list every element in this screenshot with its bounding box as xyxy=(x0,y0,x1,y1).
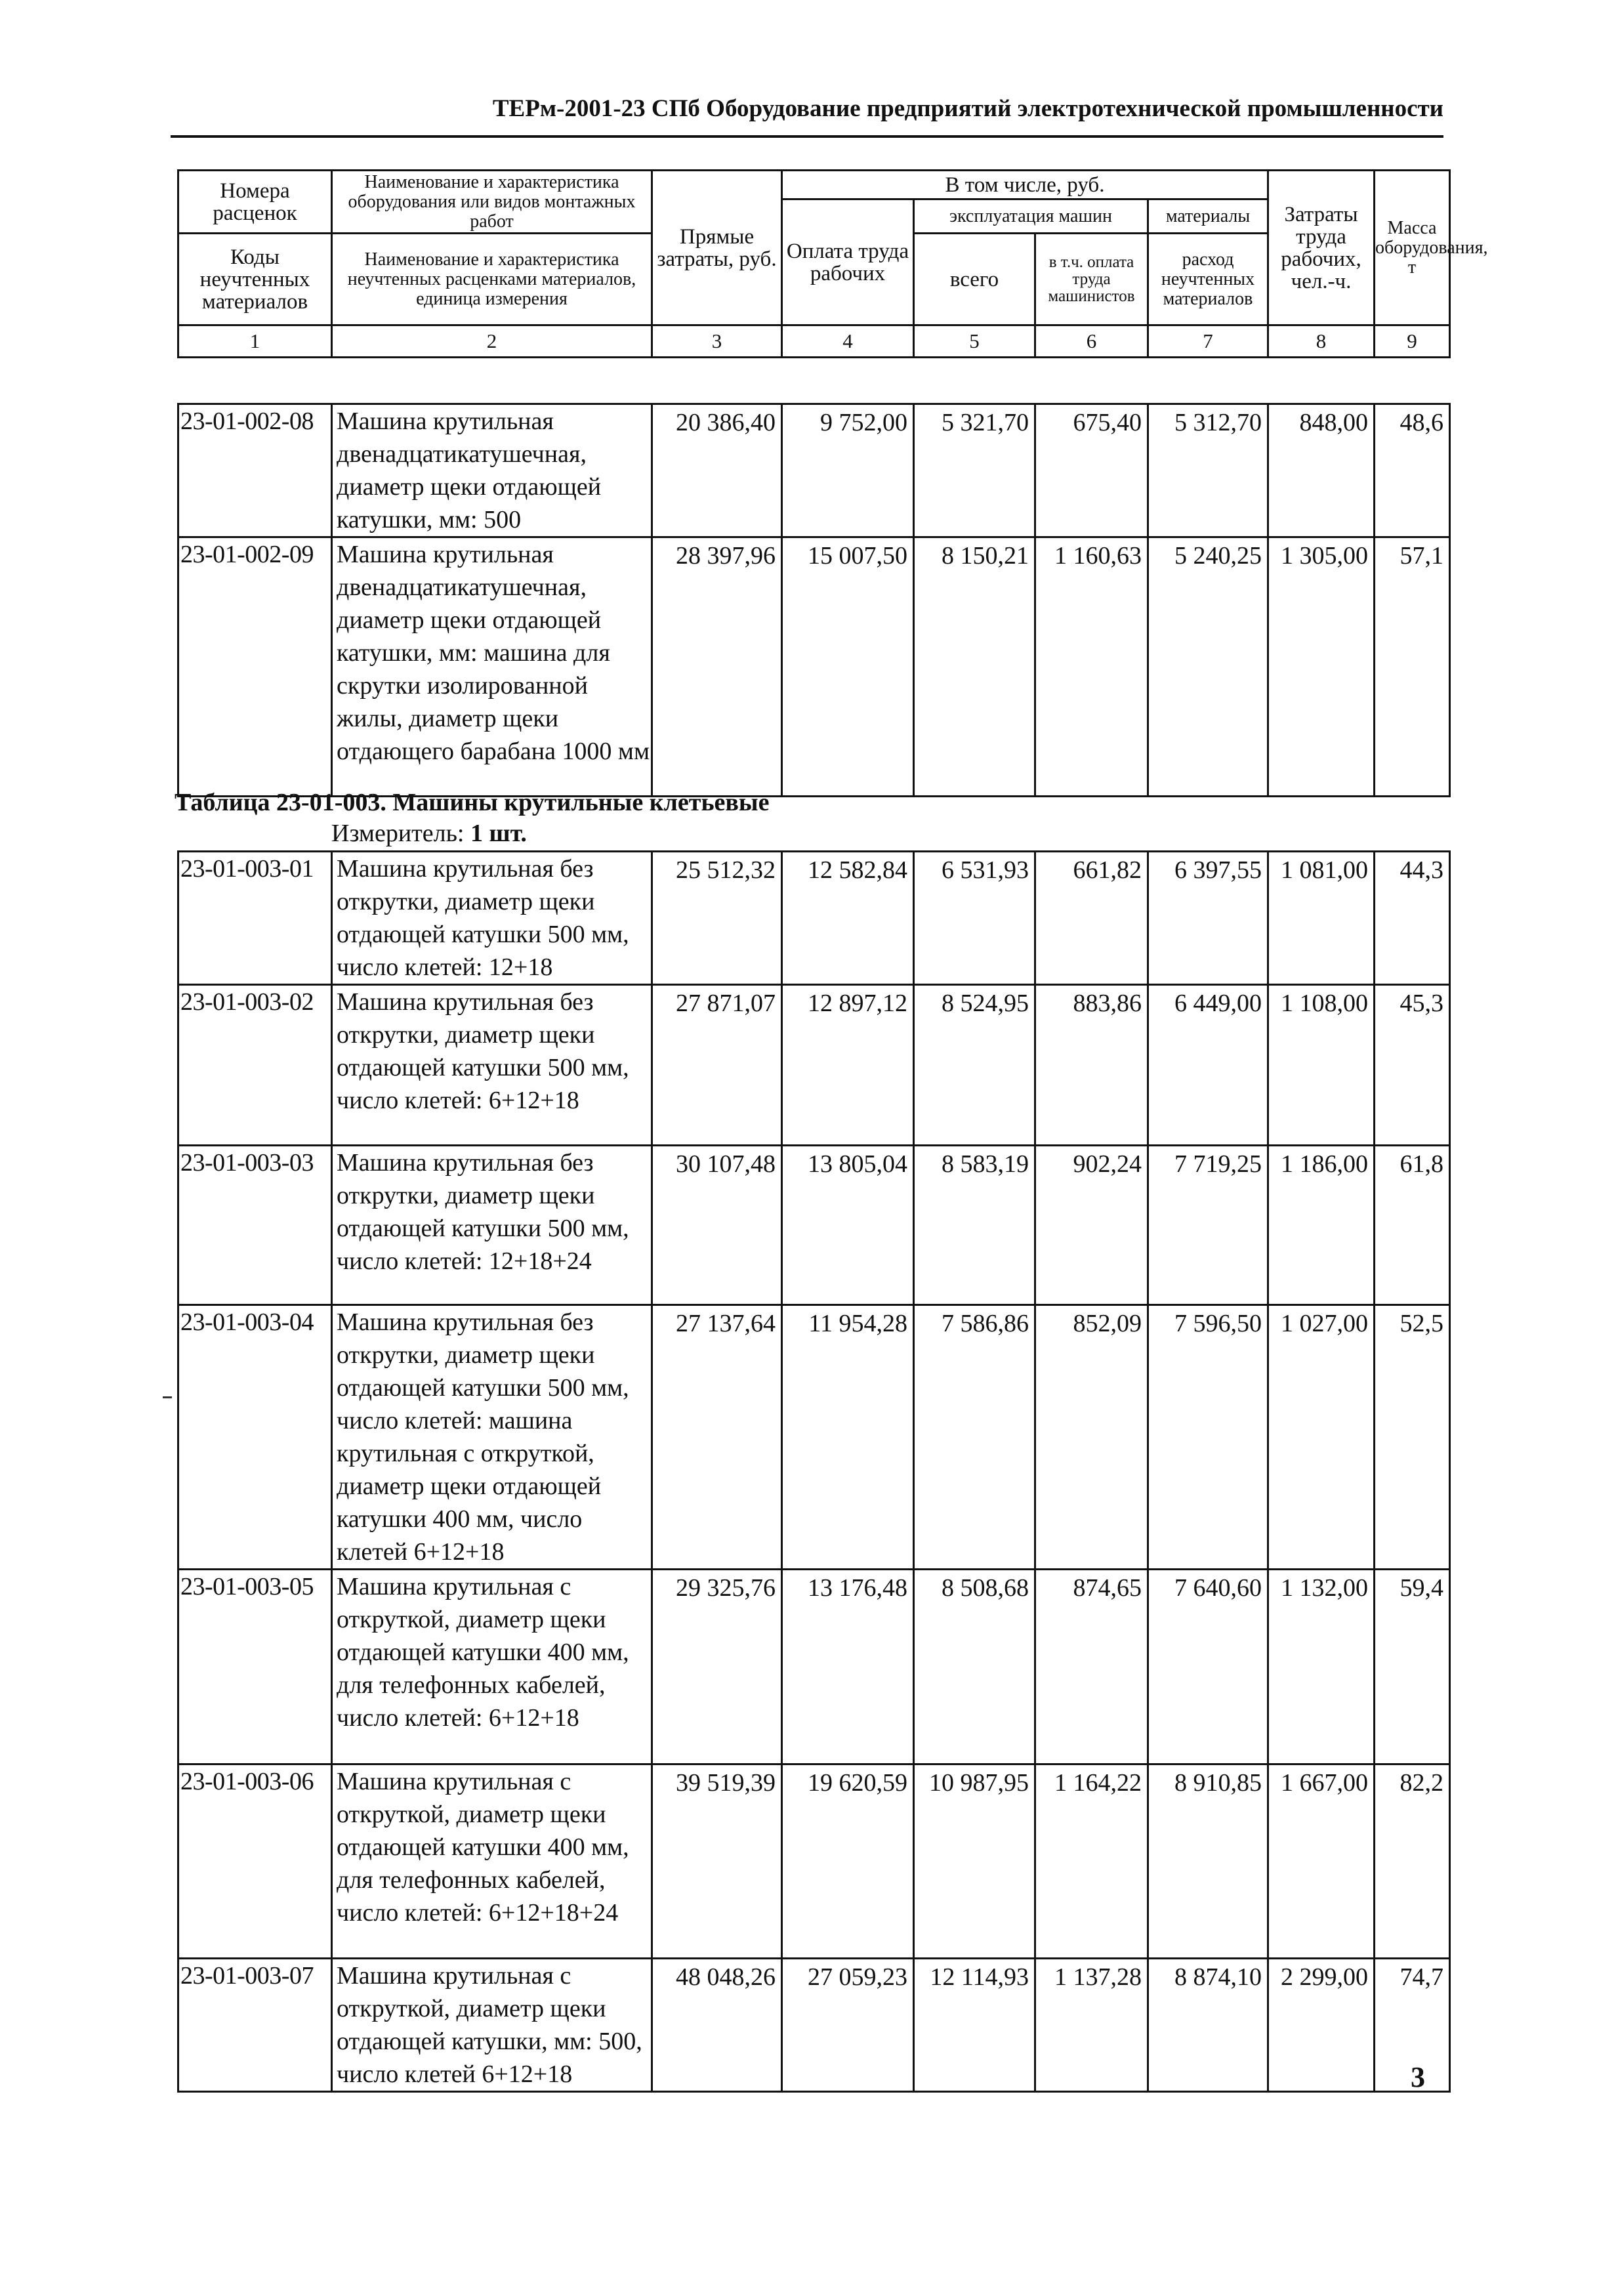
machine-total: 7 586,86 xyxy=(914,1305,1035,1570)
labor-hours: 1 305,00 xyxy=(1268,537,1375,797)
labor-hours: 1 132,00 xyxy=(1268,1570,1375,1764)
rate-code: 23-01-003-05 xyxy=(178,1570,332,1764)
rate-code: 23-01-002-09 xyxy=(178,537,332,797)
labor-pay: 15 007,50 xyxy=(782,537,914,797)
machine-total: 12 114,93 xyxy=(914,1959,1035,2092)
header-rate-numbers: Номера расценок xyxy=(178,171,332,234)
header-material-name: Наименование и характеристика неучтенных расценками материалов, единица измерения xyxy=(332,234,652,325)
materials-cost: 7 596,50 xyxy=(1148,1305,1268,1570)
labor-hours: 1 108,00 xyxy=(1268,985,1375,1146)
header-machine-operation: эксплуатация машин xyxy=(914,199,1148,234)
labor-pay: 12 897,12 xyxy=(782,985,914,1146)
direct-costs: 30 107,48 xyxy=(652,1146,782,1305)
equipment-mass: 57,1 xyxy=(1375,537,1450,797)
header-machine-total: всего xyxy=(914,234,1035,325)
operator-pay: 874,65 xyxy=(1035,1570,1148,1764)
labor-pay: 19 620,59 xyxy=(782,1764,914,1959)
rate-code: 23-01-003-06 xyxy=(178,1764,332,1959)
labor-pay: 13 176,48 xyxy=(782,1570,914,1764)
machine-total: 10 987,95 xyxy=(914,1764,1035,1959)
labor-pay: 9 752,00 xyxy=(782,404,914,537)
rate-code: 23-01-003-03 xyxy=(178,1146,332,1305)
equipment-mass: 44,3 xyxy=(1375,852,1450,985)
header-code-unaccounted: Коды неучтенных материалов xyxy=(178,234,332,325)
labor-hours: 848,00 xyxy=(1268,404,1375,537)
operator-pay: 902,24 xyxy=(1035,1146,1148,1305)
direct-costs: 27 871,07 xyxy=(652,985,782,1146)
equipment-mass: 48,6 xyxy=(1375,404,1450,537)
materials-cost: 5 240,25 xyxy=(1148,537,1268,797)
operator-pay: 1 164,22 xyxy=(1035,1764,1148,1959)
header-materials: материалы xyxy=(1148,199,1268,234)
direct-costs: 27 137,64 xyxy=(652,1305,782,1570)
running-header: ТЕРм-2001-23 СПб Оборудование предприятий электротехнической промышленности xyxy=(171,92,1443,138)
header-labor-costs: Затраты труда рабочих, чел.-ч. xyxy=(1268,171,1375,325)
labor-hours: 2 299,00 xyxy=(1268,1959,1375,2092)
header-equipment-mass: Масса оборудования, т xyxy=(1375,171,1450,325)
header-including: В том числе, руб. xyxy=(782,171,1268,199)
column-number: 6 xyxy=(1035,325,1148,358)
header-direct-costs: Прямые затраты, руб. xyxy=(652,171,782,325)
direct-costs: 29 325,76 xyxy=(652,1570,782,1764)
materials-cost: 6 397,55 xyxy=(1148,852,1268,985)
scan-mark xyxy=(163,1396,172,1398)
column-number: 7 xyxy=(1148,325,1268,358)
labor-hours: 1 081,00 xyxy=(1268,852,1375,985)
equipment-mass: 45,3 xyxy=(1375,985,1450,1146)
unit-value: 1 шт. xyxy=(470,820,527,847)
rate-code: 23-01-002-08 xyxy=(178,404,332,537)
column-number: 9 xyxy=(1375,325,1450,358)
rate-name: Машина крутильная без открутки, диаметр щеки отдающей катушки 500 мм, число клетей: машина крутильная с откруткой, диаметр щеки отдающей катушки 400 мм, число клетей 6+12+18 xyxy=(332,1305,652,1570)
direct-costs: 20 386,40 xyxy=(652,404,782,537)
labor-hours: 1 667,00 xyxy=(1268,1764,1375,1959)
column-number: 5 xyxy=(914,325,1035,358)
materials-cost: 5 312,70 xyxy=(1148,404,1268,537)
header-operator-pay: в т.ч. оплата труда машинистов xyxy=(1035,234,1148,325)
materials-cost: 8 874,10 xyxy=(1148,1959,1268,2092)
labor-pay: 13 805,04 xyxy=(782,1146,914,1305)
rates-table-003 xyxy=(177,850,1451,2093)
rate-name: Машина крутильная без открутки, диаметр щеки отдающей катушки 500 мм, число клетей: 12+18 xyxy=(332,852,652,985)
column-header-table xyxy=(177,169,1488,358)
labor-pay: 12 582,84 xyxy=(782,852,914,985)
machine-total: 6 531,93 xyxy=(914,852,1035,985)
rate-name: Машина крутильная двенадцатикатушечная, диаметр щеки отдающей катушки, мм: 500 xyxy=(332,404,652,537)
equipment-mass: 52,5 xyxy=(1375,1305,1450,1570)
table-unit xyxy=(331,817,527,850)
rate-name: Машина крутильная с откруткой, диаметр щеки отдающей катушки 400 мм, для телефонных кабелей, число клетей: 6+12+18 xyxy=(332,1570,652,1764)
machine-total: 8 583,19 xyxy=(914,1146,1035,1305)
rate-name: Машина крутильная с откруткой, диаметр щеки отдающей катушки, мм: 500, число клетей 6+12+18 xyxy=(332,1959,652,2092)
rates-table-002 xyxy=(177,403,1451,797)
direct-costs: 39 519,39 xyxy=(652,1764,782,1959)
rate-code: 23-01-003-02 xyxy=(178,985,332,1146)
unit-label: Измеритель: xyxy=(331,820,465,847)
machine-total: 5 321,70 xyxy=(914,404,1035,537)
labor-pay: 11 954,28 xyxy=(782,1305,914,1570)
rate-code: 23-01-003-07 xyxy=(178,1959,332,2092)
equipment-mass: 61,8 xyxy=(1375,1146,1450,1305)
machine-total: 8 524,95 xyxy=(914,985,1035,1146)
operator-pay: 1 137,28 xyxy=(1035,1959,1148,2092)
rate-name: Машина крутильная без открутки, диаметр щеки отдающей катушки 500 мм, число клетей: 12+18+24 xyxy=(332,1146,652,1305)
operator-pay: 1 160,63 xyxy=(1035,537,1148,797)
page-number: 3 xyxy=(1411,2061,1425,2093)
header-work-name: Наименование и характеристика оборудования или видов монтажных работ xyxy=(332,171,652,234)
direct-costs: 48 048,26 xyxy=(652,1959,782,2092)
direct-costs: 25 512,32 xyxy=(652,852,782,985)
rate-code: 23-01-003-01 xyxy=(178,852,332,985)
labor-pay: 27 059,23 xyxy=(782,1959,914,2092)
machine-total: 8 508,68 xyxy=(914,1570,1035,1764)
column-number: 3 xyxy=(652,325,782,358)
header-unaccounted-materials: расход неучтенных материалов xyxy=(1148,234,1268,325)
column-number: 8 xyxy=(1268,325,1375,358)
materials-cost: 6 449,00 xyxy=(1148,985,1268,1146)
materials-cost: 7 640,60 xyxy=(1148,1570,1268,1764)
operator-pay: 852,09 xyxy=(1035,1305,1148,1570)
header-labor-pay: Оплата труда рабочих xyxy=(782,199,914,325)
direct-costs: 28 397,96 xyxy=(652,537,782,797)
rate-code: 23-01-003-04 xyxy=(178,1305,332,1570)
operator-pay: 675,40 xyxy=(1035,404,1148,537)
column-number: 1 xyxy=(178,325,332,358)
operator-pay: 883,86 xyxy=(1035,985,1148,1146)
materials-cost: 8 910,85 xyxy=(1148,1764,1268,1959)
equipment-mass: 59,4 xyxy=(1375,1570,1450,1764)
machine-total: 8 150,21 xyxy=(914,537,1035,797)
column-number: 4 xyxy=(782,325,914,358)
equipment-mass: 74,7 xyxy=(1375,1959,1450,2092)
rate-name: Машина крутильная без открутки, диаметр щеки отдающей катушки 500 мм, число клетей: 6+12+18 xyxy=(332,985,652,1146)
equipment-mass: 82,2 xyxy=(1375,1764,1450,1959)
table-caption: Таблица 23-01-003. Машины крутильные клетьевые xyxy=(175,789,770,816)
labor-hours: 1 027,00 xyxy=(1268,1305,1375,1570)
operator-pay: 661,82 xyxy=(1035,852,1148,985)
rate-name: Машина крутильная двенадцатикатушечная, диаметр щеки отдающей катушки, мм: машина для скрутки изолированной жилы, диаметр щеки отдающего барабана 1000 мм xyxy=(332,537,652,797)
column-number: 2 xyxy=(332,325,652,358)
materials-cost: 7 719,25 xyxy=(1148,1146,1268,1305)
labor-hours: 1 186,00 xyxy=(1268,1146,1375,1305)
rate-name: Машина крутильная с откруткой, диаметр щеки отдающей катушки 400 мм, для телефонных кабелей, число клетей: 6+12+18+24 xyxy=(332,1764,652,1959)
